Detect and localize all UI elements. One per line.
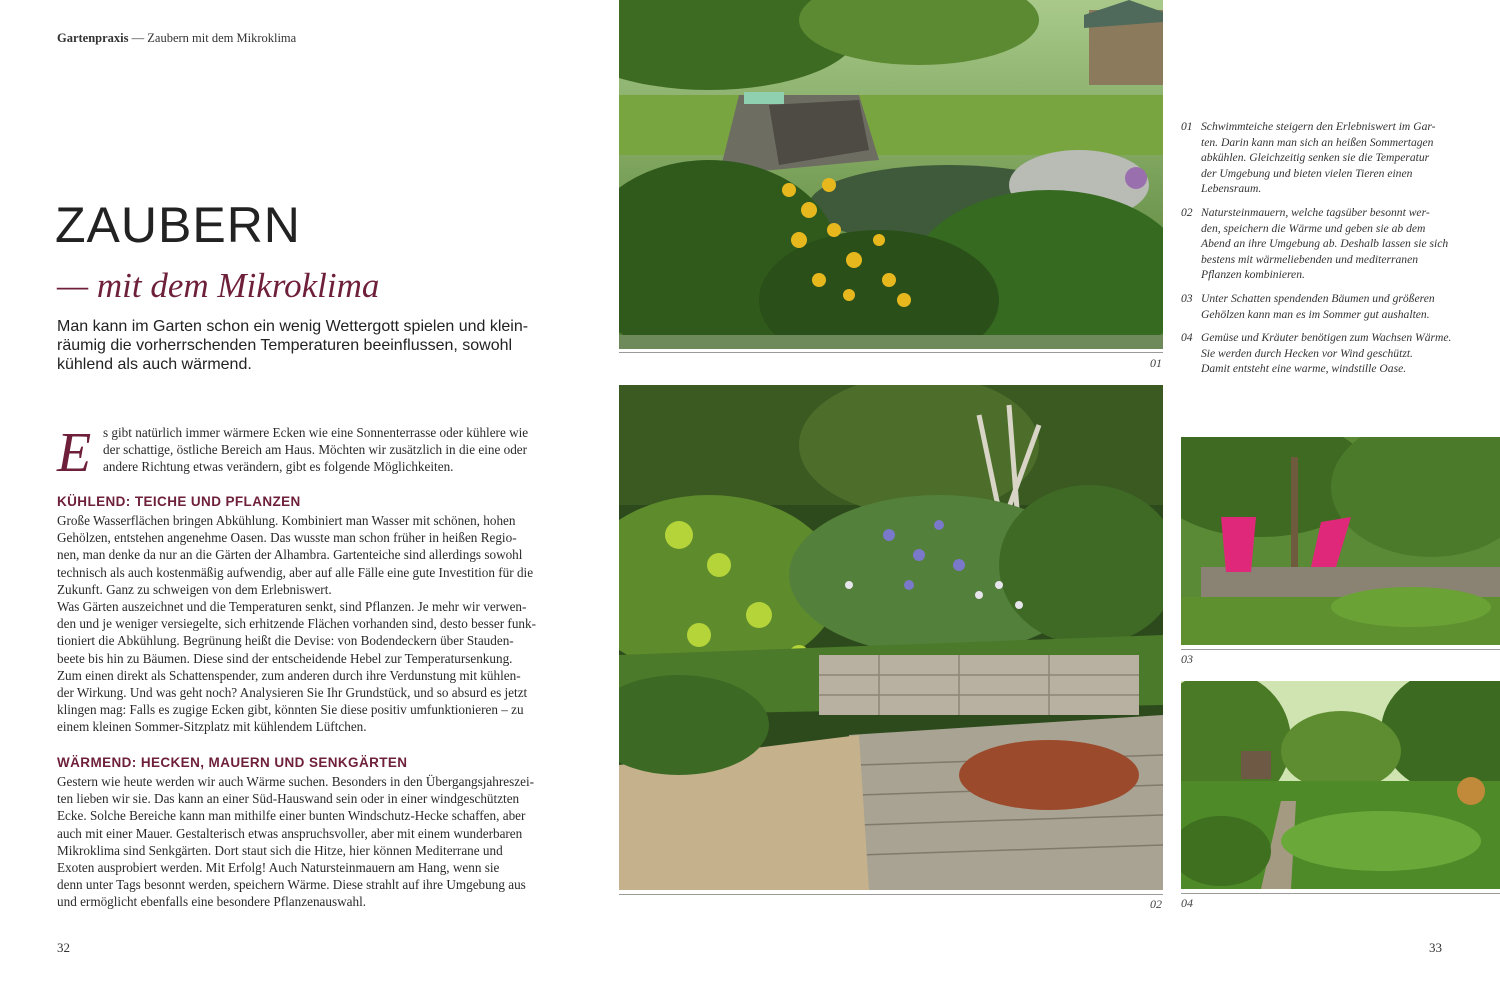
caption-04 [1181, 330, 1481, 377]
running-head-section: Gartenpraxis [57, 31, 129, 45]
caption-01 [1181, 119, 1481, 197]
section-body-cooling [57, 512, 536, 736]
photo-rule [1181, 893, 1500, 894]
body-line: andere Richtung etwas verändern, gibt es folgende Möglichkeiten. [103, 459, 454, 475]
caption-line: Abend an ihre Umgebung ab. Deshalb lassen sie sich [1201, 237, 1449, 251]
caption-number: 03 [1181, 291, 1193, 305]
running-head-dash: — [131, 31, 145, 45]
caption-line: den, speichern die Wärme und geben sie ab dem [1201, 221, 1426, 235]
body-line: den und je weniger versiegelte, sich erhitzende Flächen vorhanden sind, desto besser funk- [57, 616, 536, 632]
caption-line: Lebensraum. [1201, 182, 1262, 196]
page-subtitle: — mit dem Mikroklima [57, 266, 380, 305]
running-head [57, 31, 296, 46]
section-body-warming [57, 773, 535, 911]
caption-line: Gemüse und Kräuter benötigen zum Wachsen Wärme. [1201, 331, 1452, 345]
caption-line: Unter Schatten spendenden Bäumen und größeren [1201, 291, 1435, 305]
caption-number: 01 [1181, 120, 1193, 133]
section-heading-cooling: KÜHLEND: TEICHE UND PFLANZEN [57, 494, 301, 509]
photo-number-03: 03 [1181, 652, 1193, 666]
caption-line: Sie werden durch Hecken vor Wind geschützt. [1201, 346, 1413, 360]
lead-paragraph [57, 317, 527, 374]
body-line: einem kleinen Sommer-Sitzplatz mit kühlendem Lüftchen. [57, 719, 367, 735]
body-line: Was Gärten auszeichnet und die Temperaturen senkt, sind Pflanzen. Je mehr wir verwen- [57, 599, 527, 615]
caption-line: ten. Darin kann man sich an heißen Sommertagen [1201, 135, 1434, 149]
caption-line: der Umgebung und bieten vielen Tieren einen [1201, 166, 1413, 180]
body-line: Mikroklima sind Senkgärten. Dort staut sich die Hitze, hier können Mediterrane und [57, 842, 503, 858]
body-line: klingen mag: Falls es zugige Ecken gibt, könnten Sie diese positiv umfunktionieren – zu [57, 702, 524, 718]
lead-line: kühlend als auch wärmend. [57, 356, 252, 373]
page-title: ZAUBERN [55, 197, 301, 253]
body-line: Gestern wie heute werden wir auch Wärme suchen. Besonders in den Übergangsjahreszei- [57, 774, 535, 789]
drop-cap: E [57, 422, 92, 484]
photo-pond-garden [619, 0, 1163, 349]
body-line: beete bis hin zu Bäumen. Diese sind der entscheidende Hebel zur Temperatursenkung. [57, 650, 513, 666]
section-heading-warming: WÄRMEND: HECKEN, MAUERN UND SENKGÄRTEN [57, 755, 408, 770]
body-line: denn unter Tags besonnt werden, speichern Wärme. Diese strahlt auf ihre Umgebung aus [57, 877, 526, 893]
body-line: der schattige, östliche Bereich am Haus. Möchten wir zusätzlich in die eine oder [103, 442, 528, 458]
running-head-topic: Zaubern mit dem Mikroklima [147, 31, 297, 45]
body-line: s gibt natürlich immer wärmere Ecken wie eine Sonnenterrasse oder kühlere wie [103, 425, 529, 440]
caption-line: Schwimmteiche steigern den Erlebniswert im Gar- [1201, 120, 1436, 133]
caption-02 [1181, 205, 1481, 283]
body-line: und ermöglicht ebenfalls eine besondere Pflanzenauswahl. [57, 894, 367, 910]
caption-line: abkühlen. Gleichzeitig senken sie die Temperatur [1201, 151, 1430, 165]
caption-line: Pflanzen kombinieren. [1201, 268, 1305, 282]
page-number-left: 32 [57, 940, 70, 955]
caption-line: Natursteinmauern, welche tagsüber besonnt wer- [1201, 205, 1430, 219]
body-line: auch mit einer Mauer. Gestalterisch etwas anspruchsvoller, aber mit einem wunderbaren [57, 825, 523, 841]
caption-number: 02 [1181, 205, 1193, 219]
photo-vegetable-garden [1181, 681, 1500, 889]
photo-rule [619, 352, 1163, 353]
photo-shade-seating [1181, 437, 1500, 645]
body-line: Gehölzen, entstehen angenehme Oasen. Das wusste man schon früher in heißen Regio- [57, 530, 517, 546]
caption-number: 04 [1181, 331, 1193, 345]
body-line: Exoten ausprobiert werden. Mit Erfolg! Auch Natursteinmauern am Hang, wenn sie [57, 860, 500, 876]
photo-number-02: 02 [1150, 897, 1162, 911]
lead-line: Man kann im Garten schon ein wenig Wettergott spielen und klein- [57, 318, 529, 335]
body-line: tioniert die Abkühlung. Begrünung heißt die Devise: von Bodendeckern über Stauden- [57, 633, 514, 649]
caption-03 [1181, 291, 1481, 322]
body-line: Ecke. Solche Bereiche kann man mithilfe einer bunten Windschutz-Hecke schaffen, aber [57, 808, 526, 824]
body-line: Zukunft. Ganz zu schweigen von dem Erlebniswert. [57, 581, 332, 597]
intro-paragraph [57, 422, 532, 484]
body-line: Zum einen direkt als Schattenspender, zum anderen durch ihre Verdunstung mit kühlen- [57, 667, 521, 683]
photo-stone-wall-garden [619, 385, 1163, 890]
body-line: ten lieben wir sie. Das kann an einer Süd-Hauswand sein oder in einer windgeschützten [57, 791, 520, 807]
photo-rule [1181, 649, 1500, 650]
page-number-right: 33 [1429, 940, 1442, 955]
body-line: der Wirkung. Und was geht noch? Analysieren Sie Ihr Grundstück, und so absurd es jetzt [57, 685, 528, 701]
photo-number-01: 01 [1150, 356, 1162, 370]
body-line: Große Wasserflächen bringen Abkühlung. Kombiniert man Wasser mit schönen, hohen [57, 513, 516, 528]
body-line: nen, man denke da nur an die Gärten der Alhambra. Gartenteiche sind allerdings sowohl [57, 547, 523, 563]
photo-rule [619, 894, 1163, 895]
caption-line: bestens mit wärmeliebenden und mediterranen [1201, 252, 1419, 266]
photo-captions [1181, 119, 1481, 385]
lead-line: räumig die vorherrschenden Temperaturen beeinflussen, sowohl [57, 337, 513, 354]
body-line: technisch als auch kostenmäßig aufwendig, aber auf alle Fälle eine gute Investition für die [57, 564, 534, 580]
photo-number-04: 04 [1181, 896, 1193, 910]
caption-line: Damit entsteht eine warme, windstille Oase. [1201, 362, 1407, 376]
caption-line: Gehölzen kann man es im Sommer gut aushalten. [1201, 307, 1430, 321]
